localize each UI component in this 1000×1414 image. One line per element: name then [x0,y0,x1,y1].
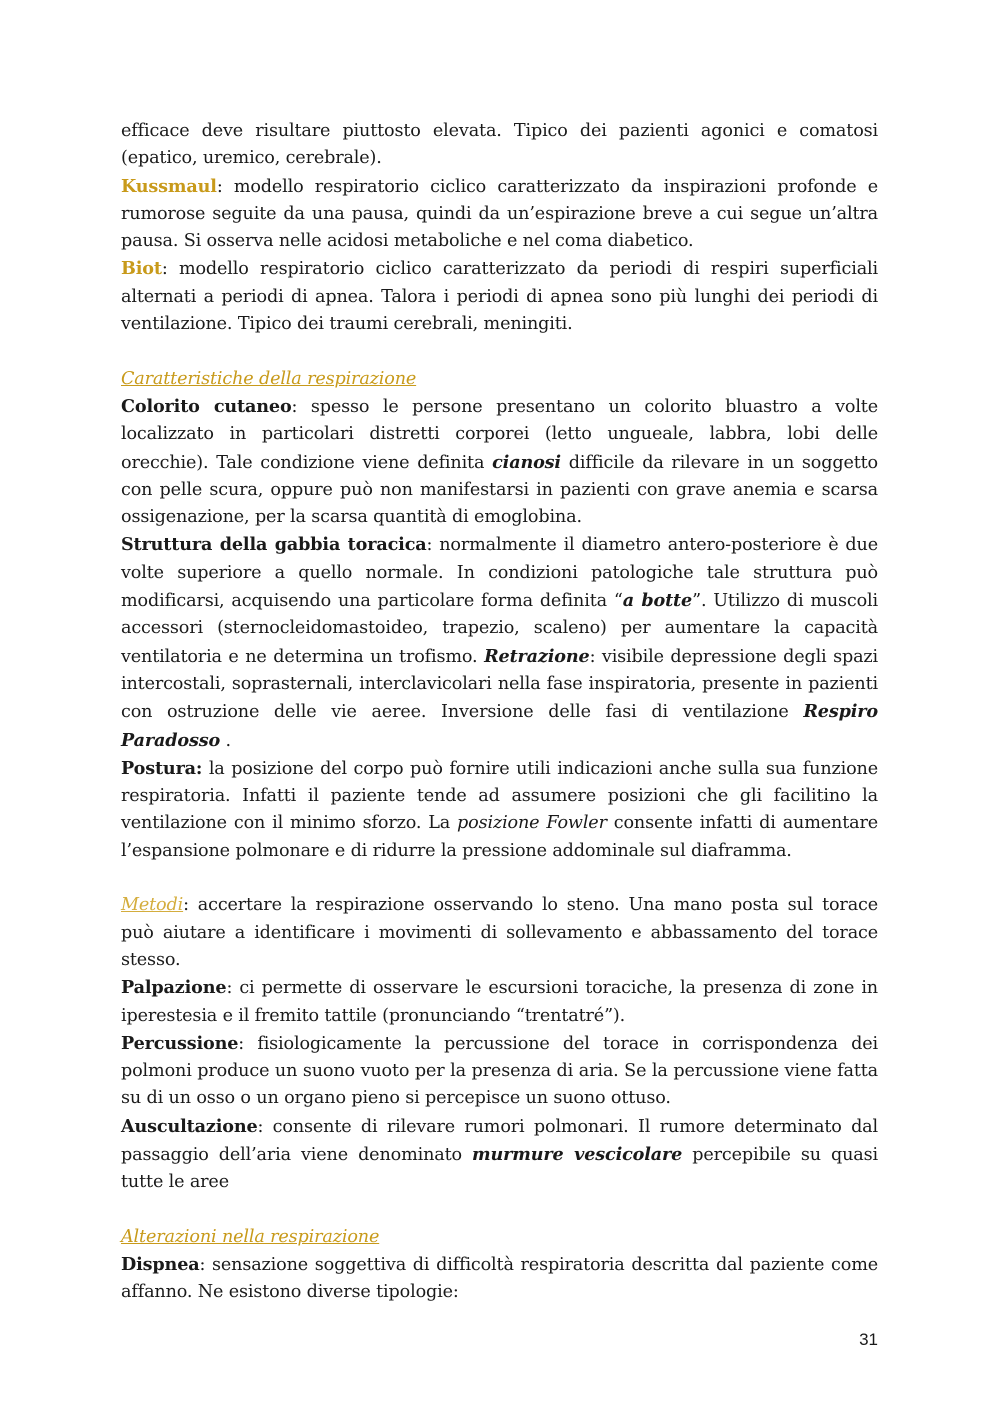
term-auscultazione: Auscultazione [121,1115,258,1137]
colorito-text-1: : spesso le persone presentano un colorito bluastro a volte localizzato in particolari distretti corporei (letto ungueale, labbra, lobi delle orecchie). Tale condizione viene definita [121,396,878,473]
colorito-text-2: difficile da rilevare in un soggetto con pelle scura, oppure può non manifestarsi in pazienti con grave anemia e scarsa ossigenazione, per la scarsa quantità di emoglobina. [121,452,878,528]
palpazione-text: : ci permette di osservare le escursioni toraciche, la presenza di zone in iperestesia e il fremito tattile (pronunciando “trentatré”). [121,978,878,1026]
paragraph-percussione [121,1030,878,1113]
term-retrazione: Retrazione [484,645,590,667]
struttura-text-3: : visibile depressione degli spazi intercostali, soprasternali, interclavicolari nella fase inspiratoria, presente in pazienti con ostruzione delle vie aeree. Inversione delle fasi di ventilazione [121,646,879,723]
paragraph-biot [121,255,878,338]
page-number: 31 [859,1330,878,1349]
dispnea-text: : sensazione soggettiva di difficoltà respiratoria descritta dal paziente come affanno. Ne esistono diverse tipologie: [121,1255,878,1303]
term-kussmaul: Kussmaul [121,175,217,197]
percussione-text: : fisiologicamente la percussione del torace in corrispondenza dei polmoni produce un suono vuoto per la presenza di aria. Se la percussione viene fatta su di un osso o un organo pieno si percepisce un suono ottuso. [121,1033,878,1109]
term-respiro-paradosso: Respiro Paradosso [121,701,878,751]
kussmaul-text: : modello respiratorio ciclico caratterizzato da inspirazioni profonde e rumorose seguite da una pausa, quindi da un’espirazione breve a cui segue un’altra pausa. Si osserva nelle acidosi metaboliche e nel coma diabetico. [121,176,878,252]
metodi-text: : accertare la respirazione osservando lo steno. Una mano posta sul torace può aiutare a identificare i movimenti di sollevamento e abbassamento del torace stesso. [121,895,878,970]
term-murmure-vescicolare: murmure vescicolare [472,1143,683,1165]
struttura-text-1: : normalmente il diametro antero-posteriore è due volte superiore a quello normale. In condizioni patologiche tale struttura può modificarsi, acquisendo una particolare forma definita “ [121,535,878,612]
struttura-text-2: ”. Utilizzo di muscoli accessori (sternocleidomastoideo, trapezio, scaleno) per aumentare la capacità ventilatoria e ne determina un trofismo. [121,591,879,667]
auscultazione-text-2: percepibile su quasi tutte le aree [121,1144,878,1193]
term-biot: Biot [121,258,162,280]
paragraph-metodi [121,892,878,974]
paragraph-postura [121,755,878,865]
term-dispnea: Dispnea [121,1254,200,1276]
term-struttura: Struttura della gabbia toracica [121,534,427,556]
spacer [121,865,878,892]
auscultazione-text-1: : consente di rilevare rumori polmonari. Il rumore determinato dal passaggio dell’aria viene denominato [121,1116,878,1165]
term-palpazione: Palpazione [121,977,227,999]
postura-text-1: la posizione del corpo può fornire utili indicazioni anche sulla sua funzione respiratoria. Infatti il paziente tende ad assumere posizioni che gli facilitino la ventilazione con il minimo sforzo. La [121,758,878,834]
term-colorito: Colorito cutaneo [121,395,292,417]
term-posizione-fowler: posizione Fowler [457,813,607,834]
document-page [121,118,878,1307]
heading-caratteristiche: Caratteristiche della respirazione [121,368,417,389]
term-percussione: Percussione [121,1032,239,1054]
struttura-text-4: . [220,730,231,751]
heading-alterazioni: Alterazioni nella respirazione [121,1226,380,1247]
section-heading-alterazioni [121,1224,878,1251]
paragraph-colorito [121,393,878,531]
biot-text: : modello respiratorio ciclico caratterizzato da periodi di respiri superficiali alternati a periodi di apnea. Talora i periodi di apnea sono più lunghi dei periodi di ventilazione. Tipico dei traumi cerebrali, meningiti. [121,259,878,335]
term-a-botte: a botte [622,590,693,612]
paragraph-struttura [121,531,878,754]
paragraph-auscultazione [121,1113,878,1197]
heading-metodi: Metodi [121,895,184,916]
postura-text-2: consente infatti di aumentare l’espansione polmonare e di ridurre la pressione addominale sul diaframma. [121,813,879,861]
term-cianosi: cianosi [492,451,561,473]
paragraph-kussmaul [121,173,878,256]
paragraph-dispnea [121,1251,878,1307]
spacer [121,338,878,365]
spacer [121,1197,878,1224]
paragraph-palpazione [121,974,878,1030]
paragraph-continuation: efficace deve risultare piuttosto elevata. Tipico dei pazienti agonici e comatosi (epatico, uremico, cerebrale). [121,121,878,169]
section-heading-caratteristiche [121,366,878,393]
term-postura: Postura: [121,757,203,779]
